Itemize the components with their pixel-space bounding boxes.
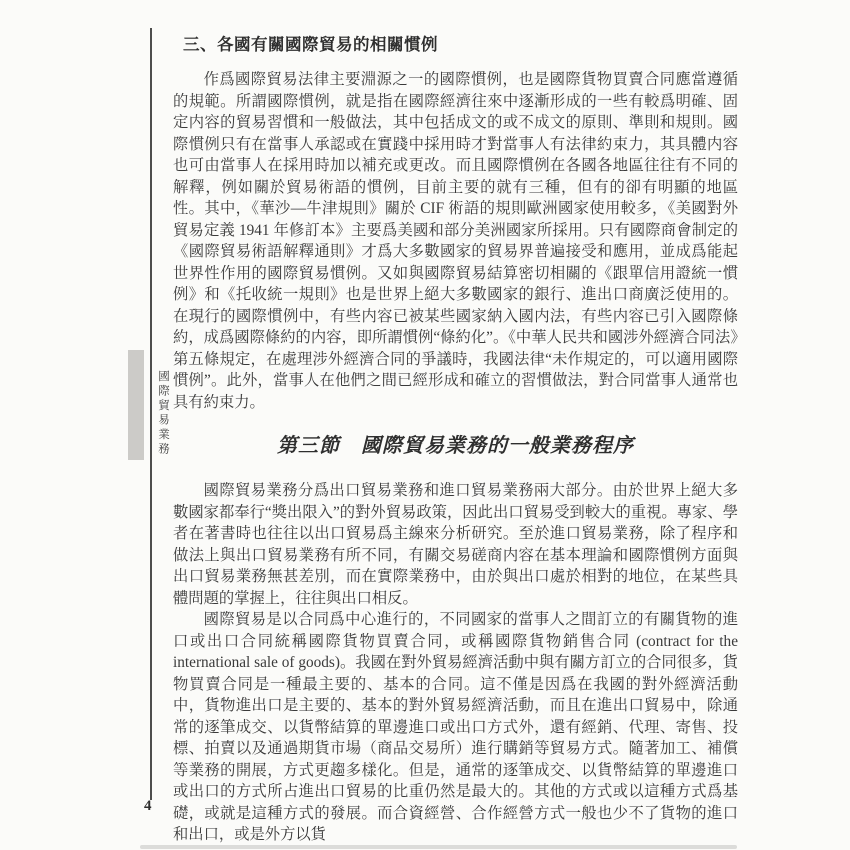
text-column (173, 34, 738, 846)
body-paragraph-3: 國際貿易是以合同爲中心進行的，不同國家的當事人之間訂立的有關貨物的進口或出口合同統稱國際貨物買賣合同，或稱國際貨物銷售合同 (contract for the international sale of goods)。我國在對外貿易經濟活動中與有關方訂立的合同很多，貨物買賣合同是一種最主要的、基本的合同。這不僅是因爲在我國的對外經濟活動中，貨物進出口是主要的、基本的對外貿易經濟活動，而且在進出口貿易中，除通常的逐筆成交、以貨幣結算的單邊進口或出口方式外，還有經銷、代理、寄售、投標、拍賣以及通過期貨市場（商品交易所）進行購銷等貿易方式。隨著加工、補償等業務的開展，方式更趨多樣化。但是，通常的逐筆成交、以貨幣結算的單邊進口或出口的方式所占進出口貿易的比重仍然是最大的。其他的方式或以這種方式爲基礎，或就是這種方式的發展。而合資經營、合作經營方式一般也少不了貨物的進口和出口，或是外方以貨 (173, 611, 738, 843)
subsection-heading: 三、各國有關國際貿易的相關慣例 (183, 36, 438, 54)
body-paragraph-1: 作爲國際貿易法律主要淵源之一的國際慣例，也是國際貨物買賣合同應當遵循的規範。所謂國際慣例，就是指在國際經濟往來中逐漸形成的一些有較爲明確、固定内容的貿易習慣和一般做法，其中包括成文的或不成文的原則、準則和規則。國際慣例只有在當事人承認或在實踐中採用時才對當事人有法律約束力，其具體内容也可由當事人在採用時加以補充或更改。而且國際慣例在各國各地區往往有不同的解釋，例如關於貿易術語的慣例，目前主要的就有三種，但有的卻有明顯的地區性。其中，《華沙—牛津規則》關於 CIF 術語的規則歐洲國家使用較多，《美國對外貿易定義 1941 年修訂本》主要爲美國和部分美洲國家所採用。只有國際商會制定的《國際貿易術語解釋通則》才爲大多數國家的貿易界普遍接受和應用，並成爲能起世界性作用的國際貿易慣例。又如與國際貿易結算密切相關的《跟單信用證統一慣例》和《托收統一規則》也是世界上絕大多數國家的銀行、進出口商廣泛使用的。在現行的國際慣例中，有些内容已被某些國家納入國内法，有些内容已引入國際條約，成爲國際條約的内容，即所謂慣例“條約化”。《中華人民共和國涉外經濟合同法》第五條規定，在處理涉外經濟合同的爭議時，我國法律“未作規定的，可以適用國際慣例”。此外，當事人在他們之間已經形成和確立的習慣做法，對合同當事人通常也具有約束力。 (173, 71, 738, 411)
section-heading: 第三節 國際貿易業務的一般業務程序 (277, 433, 634, 457)
page-edge-shadow (140, 845, 737, 849)
chapter-tab-label: 國際貿易業務 (157, 370, 169, 457)
chapter-bookmark-tab (128, 350, 144, 460)
body-paragraph-2: 國際貿易業務分爲出口貿易業務和進口貿易業務兩大部分。由於世界上絕大多數國家都奉行“獎出限入”的對外貿易政策，因此出口貿易受到較大的重視。專家、學者在著書時也往往以出口貿易爲主線來分析研究。至於進口貿易業務，除了程序和做法上與出口貿易業務有所不同，有關交易磋商内容在基本理論和國際慣例方面與出口貿易業務無甚差別，而在實際業務中，由於與出口處於相對的地位，在某些具體問題的掌握上，往往與出口相反。 (173, 482, 738, 607)
page-number: 4 (144, 798, 152, 814)
left-vertical-rule (150, 28, 152, 800)
